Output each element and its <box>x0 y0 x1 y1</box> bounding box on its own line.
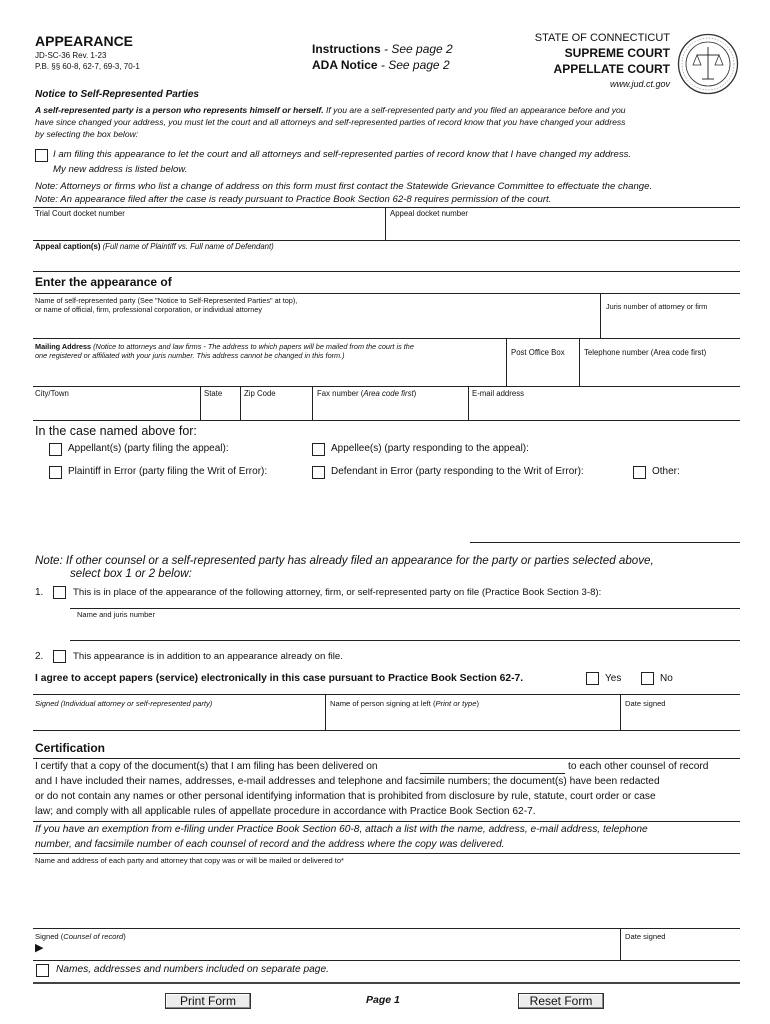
email-label: E-mail address <box>472 389 524 398</box>
counsel-note-line2: select box 1 or 2 below: <box>70 567 192 580</box>
signed-counsel-label: Signed (Counsel of record) <box>35 932 126 941</box>
note-grievance: Note: Attorneys or firms who list a change of address on this form must first contact the Statewide Grievance Committee to effectuate the change. <box>35 181 653 192</box>
state-input[interactable] <box>202 400 238 418</box>
other-checkbox[interactable] <box>633 466 646 479</box>
yes-checkbox[interactable] <box>586 672 599 685</box>
other-label: Other: <box>652 466 680 477</box>
city-input[interactable] <box>35 400 198 418</box>
mailing-address-input[interactable] <box>35 364 503 384</box>
appeal-caption-input[interactable] <box>35 251 738 269</box>
name-signing-input[interactable] <box>327 710 618 728</box>
juris-number-input[interactable] <box>604 316 738 336</box>
appeal-caption-label: Appeal caption(s) (Full name of Plaintiff vs. Full name of Defendant) <box>35 242 274 251</box>
fax-label: Fax number (Area code first) <box>317 389 417 398</box>
party-name-input[interactable] <box>35 316 598 336</box>
state-label: STATE OF CONNECTICUT <box>534 32 670 44</box>
page-number: Page 1 <box>366 994 400 1006</box>
sign-here-arrow-icon: ▶ <box>35 942 44 954</box>
yes-label: Yes <box>605 673 622 684</box>
box1-label: This is in place of the appearance of the following attorney, firm, or self-represented party on file (Practice Book Section 3-8): <box>73 587 602 598</box>
exemption-line1: If you have an exemption from e-filing under Practice Book Section 60-8, attach a list with the name, address, e-mail address, telephone <box>35 824 648 835</box>
trial-court-docket-label: Trial Court docket number <box>35 209 125 218</box>
appellant-label: Appellant(s) (party filing the appeal): <box>68 443 229 454</box>
box2-number: 2. <box>35 651 44 662</box>
cert-line3: or do not contain any names or other personal identifying information that is prohibited from disclosure by rule, statute, court order or case <box>35 791 656 802</box>
party-name-label: Name of self-represented party (See "Notice to Self-Represented Parties" at top), or name of official, firm, professional corporation, or individual attorney <box>35 296 298 314</box>
no-label: No <box>660 673 673 684</box>
footer-divider <box>33 982 740 984</box>
date-signed-input[interactable] <box>622 710 738 728</box>
certification-heading: Certification <box>35 741 106 755</box>
appellant-checkbox[interactable] <box>49 443 62 456</box>
appellee-label: Appellee(s) (party responding to the appeal): <box>331 443 529 454</box>
telephone-label: Telephone number (Area code first) <box>584 348 707 357</box>
juris-number-label: Juris number of attorney or firm <box>606 302 708 311</box>
signed-label: Signed (Individual attorney or self-represented party) <box>35 699 213 708</box>
print-form-button[interactable]: Print Form <box>165 993 251 1009</box>
defendant-error-checkbox[interactable] <box>312 466 325 479</box>
form-title: APPEARANCE <box>35 33 134 49</box>
counsel-date-input[interactable] <box>622 941 738 958</box>
name-address-input[interactable] <box>35 868 738 926</box>
box2-label: This appearance is in addition to an appearance already on file. <box>73 651 343 662</box>
pb-refs: P.B. §§ 60-8, 62-7, 69-3, 70-1 <box>35 62 140 71</box>
email-input[interactable] <box>470 400 738 418</box>
separate-page-label: Names, addresses and numbers included on separate page. <box>56 964 329 975</box>
telephone-input[interactable] <box>582 364 738 384</box>
address-change-label: I am filing this appearance to let the court and all attorneys and self-represented parties of record know that I have changed my address. <box>53 149 632 160</box>
counsel-note-line1: Note: If other counsel or a self-represented party has already filed an appearance for the party or parties selected above, <box>35 554 654 567</box>
cert-line1a: I certify that a copy of the document(s) that I am filing has been delivered on <box>35 761 378 772</box>
note-permission: Note: An appearance filed after the case is ready pursuant to Practice Book Section 62-8 requires permission of the court. <box>35 194 552 205</box>
address-change-checkbox[interactable] <box>35 149 48 162</box>
ada-notice-link[interactable]: ADA Notice - See page 2 <box>312 58 450 72</box>
appeal-docket-input[interactable] <box>390 218 738 238</box>
appeal-docket-label: Appeal docket number <box>390 209 469 218</box>
name-address-label: Name and address of each party and attorney that copy was or will be mailed or delivered to* <box>35 856 344 865</box>
enter-appearance-heading: Enter the appearance of <box>35 275 172 289</box>
parties-text-area[interactable] <box>35 484 740 540</box>
city-label: City/Town <box>35 389 69 398</box>
cert-line2: and I have included their names, addresses, e-mail addresses and telephone and facsimile numbers; the document(s) have been redacted <box>35 776 660 787</box>
exemption-line2: number, and facsimile number of each counsel of record and the address where the copy was delivered. <box>35 839 505 850</box>
name-juris-input[interactable] <box>70 620 740 638</box>
counsel-signature-input[interactable] <box>52 941 618 957</box>
delivery-date-input[interactable] <box>420 761 565 774</box>
defendant-error-label: Defendant in Error (party responding to the Writ of Error): <box>331 466 584 477</box>
cert-line4: law; and comply with all applicable rules of appellate procedure in accordance with Practice Book Section 62-7. <box>35 806 536 817</box>
supreme-court-label: SUPREME COURT <box>564 46 670 60</box>
form-id: JD-SC-36 Rev. 1-23 <box>35 51 107 60</box>
notice-text: A self-represented party is a person who represents himself or herself. If you are a self-represented party and you filed an appearance before and you have since changed your address, you must let the court and all attorneys and self-represented parties of record know that you have changed your address by selecting the box below: <box>35 105 626 139</box>
zip-label: Zip Code <box>244 389 276 398</box>
plaintiff-error-label: Plaintiff in Error (party filing the Writ of Error): <box>68 466 268 477</box>
appellee-checkbox[interactable] <box>312 443 325 456</box>
state-field-label: State <box>204 389 223 398</box>
mailing-address-label: Mailing Address (Notice to attorneys and law firms - The address to which papers will be mailed from the court is the one registered or affiliated with your juris number. This address cannot be changed in this form.) <box>35 342 414 360</box>
e-service-agreement: I agree to accept papers (service) electronically in this case pursuant to Practice Book Section 62-7. <box>35 673 524 684</box>
case-heading: In the case named above for: <box>35 424 197 438</box>
state-seal-icon <box>677 33 739 95</box>
counsel-date-signed-label: Date signed <box>625 932 666 941</box>
notice-heading: Notice to Self-Represented Parties <box>35 89 199 100</box>
separate-page-checkbox[interactable] <box>36 964 49 977</box>
plaintiff-error-checkbox[interactable] <box>49 466 62 479</box>
box1-checkbox[interactable] <box>53 586 66 599</box>
name-signing-label: Name of person signing at left (Print or type) <box>330 699 480 708</box>
address-change-sub: My new address is listed below. <box>53 164 188 175</box>
box1-number: 1. <box>35 587 44 598</box>
fax-input[interactable] <box>314 400 466 418</box>
no-checkbox[interactable] <box>641 672 654 685</box>
name-juris-label: Name and juris number <box>77 610 155 619</box>
website-label: www.jud.ct.gov <box>609 79 670 89</box>
zip-input[interactable] <box>242 400 310 418</box>
instructions-link[interactable]: Instructions - See page 2 <box>312 42 453 56</box>
date-signed-label: Date signed <box>625 699 666 708</box>
cert-line1b: to each other counsel of record <box>568 761 709 772</box>
box2-checkbox[interactable] <box>53 650 66 663</box>
po-box-label: Post Office Box <box>511 348 565 357</box>
po-box-input[interactable] <box>509 364 577 384</box>
trial-court-docket-input[interactable] <box>35 218 383 238</box>
signature-input[interactable] <box>35 710 323 728</box>
reset-form-button[interactable]: Reset Form <box>518 993 604 1009</box>
appellate-court-label: APPELLATE COURT <box>553 62 670 76</box>
